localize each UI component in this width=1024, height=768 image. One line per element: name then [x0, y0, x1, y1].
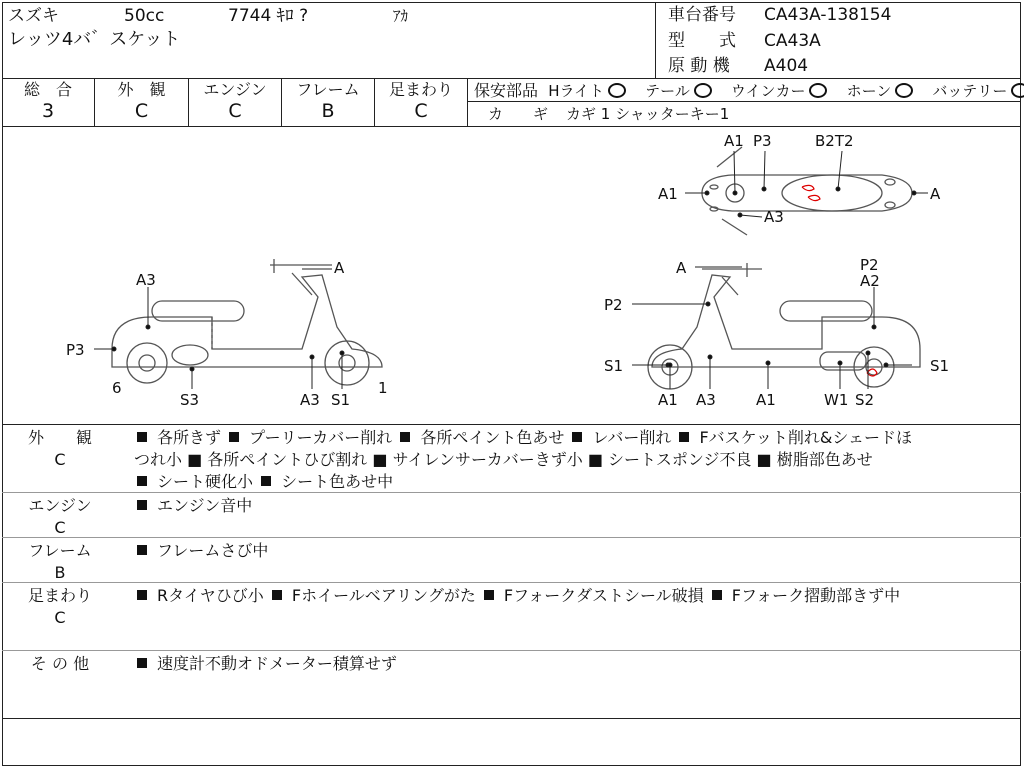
displacement: 50cc: [124, 6, 165, 26]
label-right-a: A: [676, 259, 687, 277]
label-top-a: A: [930, 185, 941, 203]
remark-engine-notes: エンジン音中: [134, 495, 252, 517]
type-label: 型 式: [668, 31, 736, 51]
label-right-a1: A1: [658, 391, 678, 409]
label-right-s2: S2: [855, 391, 875, 409]
grade-frame: フレーム B: [296, 80, 360, 122]
remark-frame-notes: フレームさび中: [134, 540, 268, 562]
remark-exterior-notes: 各所きず プーリーカバー削れ 各所ペイント色あせ レバー削れ Fバスケット削れ&シェードほ つれ小 ■ 各所ペイントひび割れ ■ サイレンサーカバーきず小 ■ シートスポンジ不良 ■ 樹脂部色あせ シート硬化小 シート色あせ中: [134, 428, 913, 491]
label-left-a3: A3: [136, 271, 156, 289]
label-right-s1: S1: [604, 357, 624, 375]
label-right-p2: P2: [860, 256, 879, 274]
label-right-a3: A3: [696, 391, 716, 409]
label-left-s1: S1: [331, 391, 351, 409]
header-divider: [655, 2, 656, 78]
label-left-1: 1: [378, 379, 388, 397]
frame-no-label: 車台番号: [668, 5, 736, 25]
grade-exterior: 外 観 C: [117, 80, 166, 122]
label-right-a1b: A1: [756, 391, 776, 409]
engine-label: 原 動 機: [668, 56, 730, 76]
maker: スズキ: [8, 6, 59, 26]
remark-exterior-category: 外 観 C: [27, 428, 92, 469]
engine-value: A404: [764, 56, 809, 76]
label-left-a3b: A3: [300, 391, 320, 409]
label-top-b2t2: B2T2: [815, 132, 854, 150]
remark-suspension-category: 足まわり C: [27, 586, 92, 627]
label-left-s3: S3: [180, 391, 200, 409]
label-left-a: A: [334, 259, 345, 277]
color: ｱｶ: [393, 7, 409, 25]
remark-other-category: そ の 他: [30, 654, 90, 673]
label-top-p3: P3: [753, 132, 772, 150]
header-bottom-line: [2, 78, 1021, 79]
type-value: CA43A: [764, 31, 821, 51]
remark-suspension-notes: Rタイヤひび小 Fホイールベアリングがた Fフォークダストシール破損 Fフォーク摺動部きず中: [134, 585, 900, 607]
safety-parts: 保安部品 Hライト テール ウインカー ホーン バッテリー: [474, 81, 1024, 101]
label-right-s1b: S1: [930, 357, 950, 375]
label-right-w1: W1: [824, 391, 849, 409]
remark-other-notes: 速度計不動オドメーター積算せず: [134, 653, 397, 675]
damage-diagram: [2, 127, 1022, 427]
remark-frame-category: フレーム B: [28, 541, 92, 582]
label-left-p3: P3: [66, 341, 85, 359]
frame-no: CA43A-138154: [764, 5, 892, 25]
grade-suspension: 足まわり C: [388, 80, 453, 122]
label-left-6: 6: [112, 379, 122, 397]
model-name: レッツ4バ゛スケット: [8, 29, 181, 50]
mileage: 7744 ｷﾛ ?: [228, 6, 309, 26]
label-top-a3: A3: [764, 208, 784, 226]
label-top-a1b: A1: [658, 185, 678, 203]
grade-overall: 総 合 3: [23, 80, 72, 122]
grade-engine: エンジン C: [203, 80, 267, 122]
key-value: カギ 1 シャッターキー1: [566, 105, 730, 123]
label-right-a2: A2: [860, 272, 880, 290]
key-label: カ ギ: [488, 105, 549, 123]
remark-engine-category: エンジン C: [28, 496, 92, 537]
label-top-a1: A1: [724, 132, 744, 150]
label-right-p2b: P2: [604, 296, 623, 314]
